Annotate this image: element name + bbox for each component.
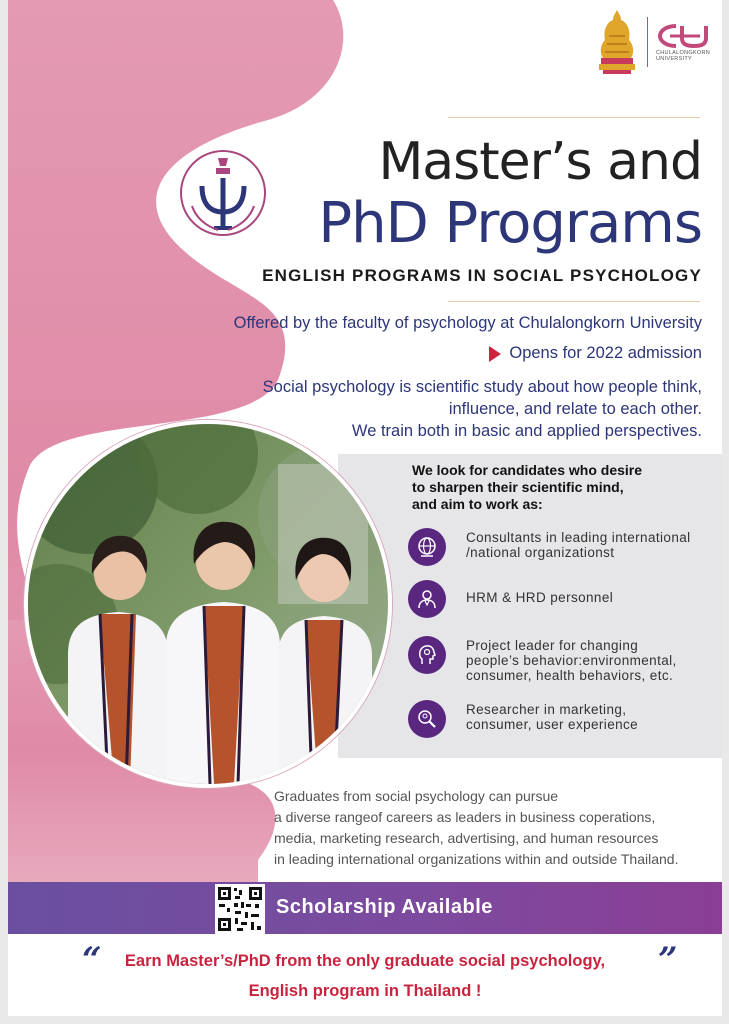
subtitle-rule bbox=[448, 301, 700, 302]
tagline-line2: English program in Thailand ! bbox=[248, 982, 482, 1000]
graduates-line: Graduates from social psychology can pursue bbox=[274, 788, 559, 804]
cu-mark-icon bbox=[656, 22, 712, 50]
career-item-project-leader bbox=[408, 636, 716, 683]
description-line: Social psychology is scientific study about how people think, bbox=[262, 378, 702, 396]
head-icon bbox=[408, 636, 446, 674]
career-text bbox=[466, 528, 716, 560]
admission-text: Opens for 2022 admission bbox=[509, 344, 702, 362]
poster bbox=[8, 0, 722, 1016]
logo-divider bbox=[647, 17, 648, 67]
program-description bbox=[222, 376, 702, 442]
career-text bbox=[466, 700, 716, 732]
graduates-photo-illustration bbox=[28, 424, 388, 784]
career-text bbox=[466, 636, 716, 683]
admission-line bbox=[489, 344, 702, 363]
university-logo bbox=[595, 8, 712, 76]
description-line: influence, and relate to each other. bbox=[448, 400, 702, 418]
tagline-line1: Earn Master’s/PhD from the only graduate social psychology, bbox=[124, 952, 606, 970]
description-line: We train both in basic and applied perspectives. bbox=[351, 422, 702, 440]
quote-open-mark: “ bbox=[82, 940, 102, 980]
career-line: Consultants in leading international bbox=[466, 530, 691, 545]
title-line1: Master’s and bbox=[378, 132, 702, 192]
graduates-paragraph bbox=[274, 786, 714, 870]
career-line: Project leader for changing bbox=[466, 638, 639, 653]
career-text bbox=[466, 580, 716, 605]
heading-line: and aim to work as: bbox=[412, 496, 543, 512]
career-item-hrm bbox=[408, 580, 716, 618]
graduates-line: a diverse rangeof careers as leaders in business coperations, bbox=[274, 809, 656, 825]
quote-close-mark: ” bbox=[658, 940, 678, 980]
career-line: HRM & HRD personnel bbox=[466, 590, 614, 605]
graduates-line: media, marketing research, advertising, and human resources bbox=[274, 830, 659, 846]
play-triangle-icon bbox=[489, 346, 501, 362]
scholarship-label: Scholarship Available bbox=[276, 896, 493, 918]
graduates-photo bbox=[24, 420, 392, 788]
career-item-consultants bbox=[408, 528, 716, 566]
career-item-researcher bbox=[408, 700, 716, 738]
logo-name-line2: UNIVERSITY bbox=[656, 56, 693, 62]
graduates-line: in leading international organizations within and outside Thailand. bbox=[274, 851, 679, 867]
magnifier-icon bbox=[408, 700, 446, 738]
psi-symbol-icon bbox=[178, 148, 268, 238]
candidates-heading bbox=[412, 462, 712, 513]
career-line: Researcher in marketing, bbox=[466, 702, 627, 717]
offered-by-text: Offered by the faculty of psychology at Chulalongkorn University bbox=[233, 314, 702, 332]
qr-code-icon[interactable] bbox=[215, 884, 265, 934]
career-line: /national organizationst bbox=[466, 545, 615, 560]
career-line: consumer, health behaviors, etc. bbox=[466, 668, 674, 683]
career-line: consumer, user experience bbox=[466, 717, 639, 732]
top-rule bbox=[448, 117, 700, 118]
title-line2: PhD Programs bbox=[318, 191, 702, 256]
heading-line: We look for candidates who desire bbox=[412, 462, 643, 478]
globe-icon bbox=[408, 528, 446, 566]
program-subtitle: ENGLISH PROGRAMS IN SOCIAL PSYCHOLOGY bbox=[262, 266, 702, 285]
heading-line: to sharpen their scientific mind, bbox=[412, 479, 624, 495]
person-icon bbox=[408, 580, 446, 618]
logo-name-line1: CHULALONGKORN bbox=[656, 50, 711, 56]
logo-text bbox=[656, 22, 712, 62]
career-line: people’s behavior:environmental, bbox=[466, 653, 677, 668]
chulalongkorn-crest-icon bbox=[595, 8, 639, 76]
